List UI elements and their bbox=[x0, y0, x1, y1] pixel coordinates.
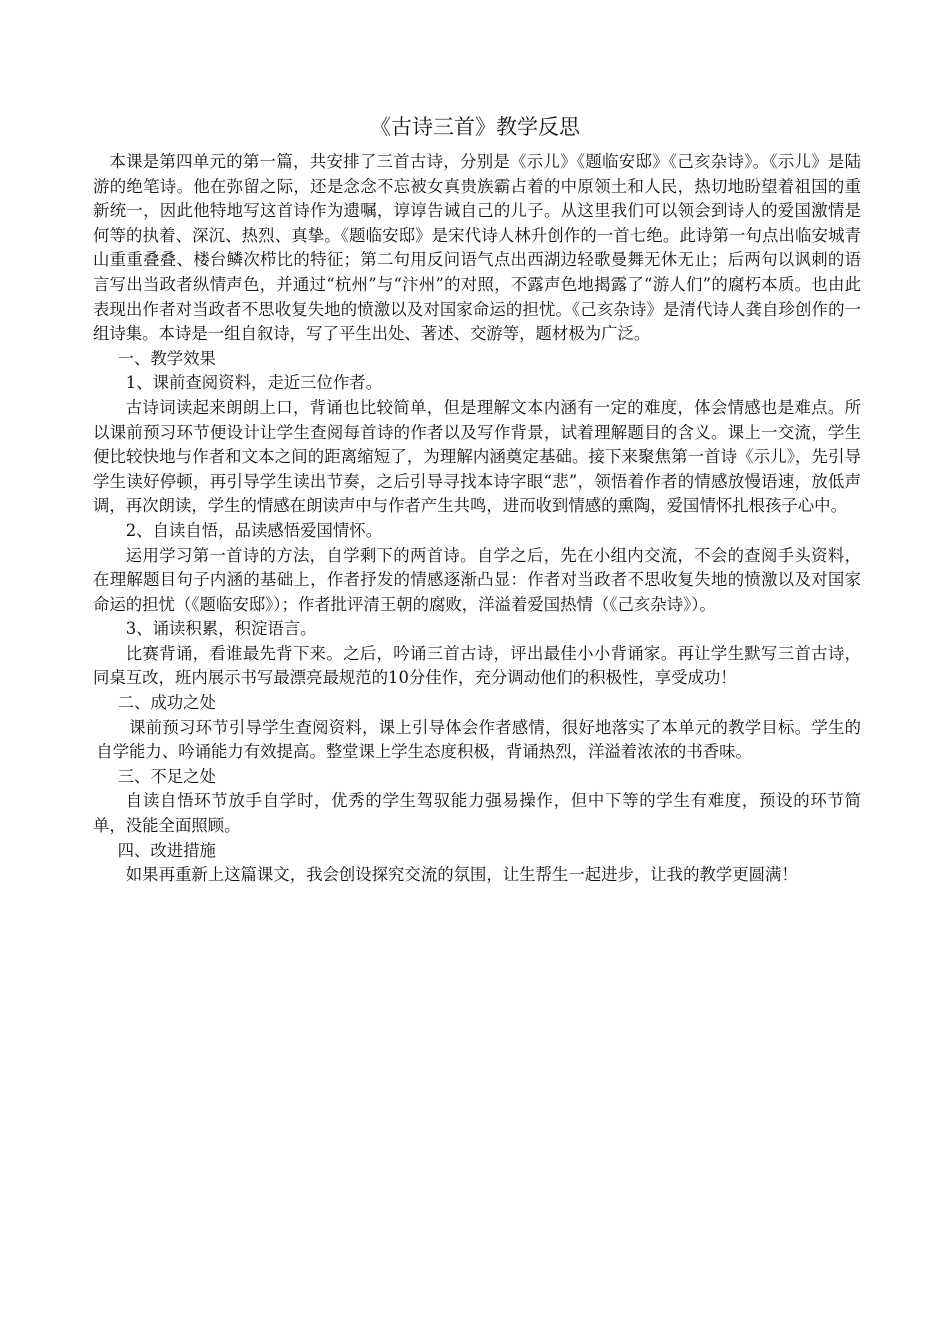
paragraph-improvements: 如果再重新上这篇课文，我会创设探究交流的氛围，让生帮生一起进步，让我的教学更圆满！ bbox=[125, 865, 798, 885]
section-heading-success: 二、成功之处 bbox=[117, 693, 216, 713]
document-title: 《古诗三首》教学反思 bbox=[370, 115, 580, 139]
paragraph-3: 比赛背诵，看谁最先背下来。之后，吟诵三首古诗，评出最佳小小背诵家。再让学生默写三首古诗，同桌互改，班内展示书写最漂亮最规范的10分佳作，充分调动他们的积极性，享受成功！ bbox=[93, 643, 861, 688]
section-heading-improvements: 四、改进措施 bbox=[117, 840, 216, 860]
paragraph-success: 课前预习环节引导学生查阅资料，课上引导体会作者感情，很好地落实了本单元的教学目标。学生的自学能力、吟诵能力有效提高。整堂课上学生态度积极，背诵热烈，洋溢着浓浓的书香味。 bbox=[96, 717, 861, 762]
paragraph-1: 古诗词读起来朗朗上口，背诵也比较简单，但是理解文本内涵有一定的难度，体会情感也是难点。所以课前预习环节便设计让学生查阅每首诗的作者以及写作背景，试着理解题目的含义。课上一交流，学生便比较快地与作者和文本之间的距离缩短了，为理解内涵奠定基础。接下来聚焦第一首诗《示儿》，先引导学生读好停顿，再引导学生读出节奏，之后引导寻找本诗字眼“悲”，领悟着作者的情感放慢语速，放低声调，再次朗读，学生的情感在朗读声中与作者产生共鸣，进而收到情感的熏陶，爱国情怀扎根孩子心中。 bbox=[93, 397, 861, 516]
paragraph-2: 运用学习第一首诗的方法，自学剩下的两首诗。自学之后，先在小组内交流，不会的查阅手头资料，在理解题目句子内涵的基础上，作者抒发的情感逐渐凸显：作者对当政者不思收复失地的愤激以及对国家命运的担忧（《题临安邸》）；作者批评清王朝的腐败，洋溢着爱国热情（《己亥杂诗》）。 bbox=[93, 545, 861, 614]
section-heading-teaching-effect: 一、教学效果 bbox=[117, 348, 216, 368]
subheading-2: 2、自读自悟，品读感悟爱国情怀。 bbox=[125, 520, 383, 540]
section-heading-shortcomings: 三、不足之处 bbox=[117, 766, 216, 786]
subheading-3: 3、诵读积累，积淀语言。 bbox=[125, 619, 317, 639]
document-body bbox=[93, 150, 861, 888]
subheading-1: 1、课前查阅资料，走近三位作者。 bbox=[125, 373, 383, 393]
intro-paragraph: 本课是第四单元的第一篇，共安排了三首古诗，分别是《示儿》《题临安邸》《己亥杂诗》。《示儿》是陆游的绝笔诗。他在弥留之际，还是念念不忘被女真贵族霸占着的中原领土和人民，热切地盼望着祖国的重新统一，因此他特地写这首诗作为遗嘱，谆谆告诫自己的儿子。从这里我们可以领会到诗人的爱国激情是何等的执着、深沉、热烈、真挚。《题临安邸》是宋代诗人林升创作的一首七绝。此诗第一句点出临安城青山重重叠叠、楼台鳞次栉比的特征；第二句用反问语气点出西湖边轻歌曼舞无休无止；后两句以讽刺的语言写出当政者纵情声色，并通过“杭州”与“汴州”的对照，不露声色地揭露了“游人们”的腐朽本质。也由此表现出作者对当政者不思收复失地的愤激以及对国家命运的担忧。《己亥杂诗》是清代诗人龚自珍创作的一组诗集。本诗是一组自叙诗，写了平生出处、著述、交游等，题材极为广泛。 bbox=[93, 152, 861, 344]
paragraph-shortcomings: 自读自悟环节放手自学时，优秀的学生驾驭能力强易操作，但中下等的学生有难度，预设的环节简单，没能全面照顾。 bbox=[93, 791, 861, 836]
